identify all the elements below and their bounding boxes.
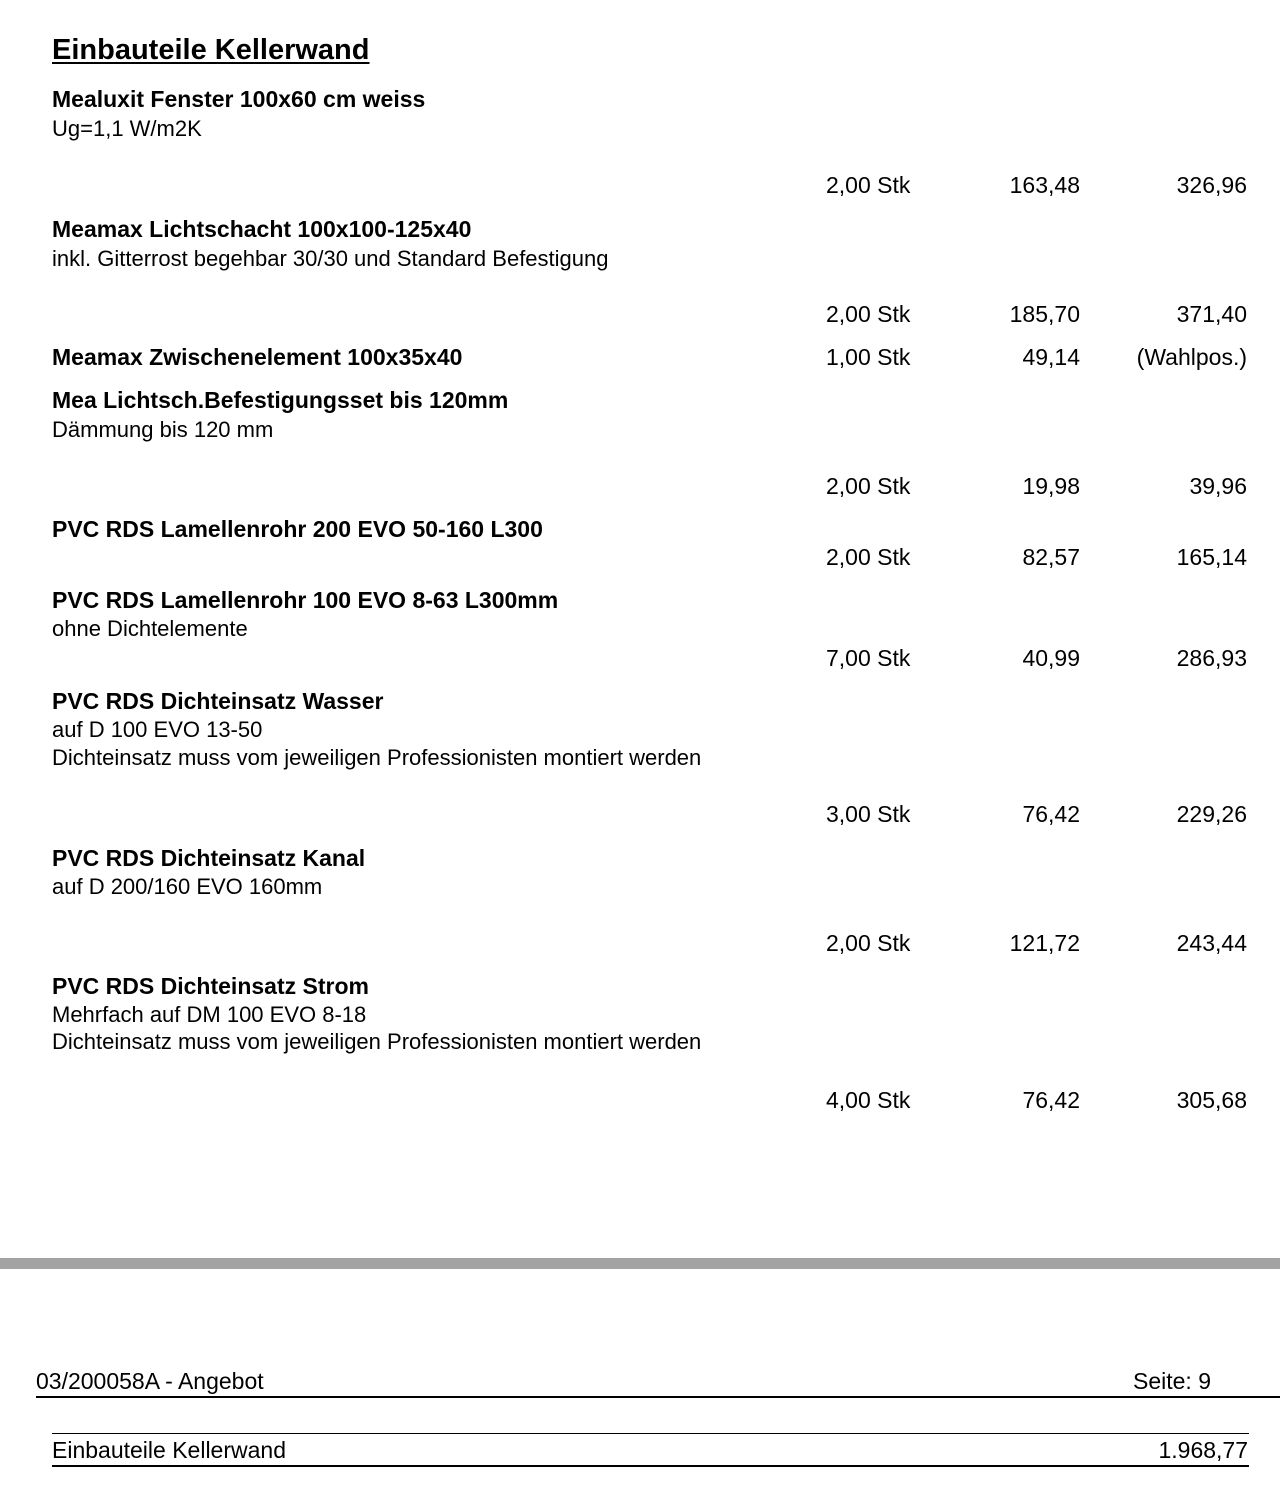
item-total: 326,96	[1176, 172, 1247, 198]
item-name: PVC RDS Dichteinsatz Strom	[52, 973, 369, 999]
item-quantity: 4,00 Stk	[826, 1087, 911, 1113]
item-quantity: 3,00 Stk	[826, 801, 911, 827]
item-total: 39,96	[1189, 473, 1247, 499]
item-name: PVC RDS Lamellenrohr 200 EVO 50-160 L300	[52, 516, 543, 542]
summary-total: 1.968,77	[1158, 1437, 1248, 1463]
item-name: Meamax Zwischenelement 100x35x40	[52, 344, 463, 370]
item-total: 286,93	[1176, 645, 1247, 671]
item-unit-price: 185,70	[1009, 301, 1080, 327]
document-reference: 03/200058A - Angebot	[36, 1368, 264, 1394]
item-unit-price: 40,99	[1022, 645, 1080, 671]
item-name: Mealuxit Fenster 100x60 cm weiss	[52, 86, 426, 112]
item-unit-price: 49,14	[1022, 344, 1080, 370]
item-name: PVC RDS Dichteinsatz Kanal	[52, 845, 366, 871]
item-unit-price: 76,42	[1022, 1087, 1080, 1113]
item-name: PVC RDS Lamellenrohr 100 EVO 8-63 L300mm	[52, 587, 559, 613]
item-quantity: 7,00 Stk	[826, 645, 911, 671]
summary-label: Einbauteile Kellerwand	[52, 1437, 286, 1463]
item-description: Dichteinsatz muss vom jeweiligen Professionisten montiert werden	[52, 745, 702, 770]
item-description: auf D 100 EVO 13-50	[52, 717, 263, 742]
footer-rule	[36, 1396, 1280, 1398]
summary-top-rule	[52, 1433, 1249, 1434]
item-name: Mea Lichtsch.Befestigungsset bis 120mm	[52, 387, 509, 413]
item-total: 229,26	[1176, 801, 1247, 827]
item-description: Dämmung bis 120 mm	[52, 417, 274, 442]
item-quantity: 2,00 Stk	[826, 301, 911, 327]
section-title: Einbauteile Kellerwand	[52, 34, 370, 66]
item-unit-price: 121,72	[1009, 930, 1080, 956]
item-quantity: 2,00 Stk	[826, 544, 911, 570]
item-total: 165,14	[1176, 544, 1247, 570]
item-description: auf D 200/160 EVO 160mm	[52, 874, 323, 899]
item-unit-price: 19,98	[1022, 473, 1080, 499]
page-break-divider	[0, 1258, 1280, 1269]
item-unit-price: 163,48	[1009, 172, 1080, 198]
item-total: 371,40	[1176, 301, 1247, 327]
item-total: 243,44	[1176, 930, 1247, 956]
item-name: Meamax Lichtschacht 100x100-125x40	[52, 216, 472, 242]
item-unit-price: 76,42	[1022, 801, 1080, 827]
item-quantity: 2,00 Stk	[826, 172, 911, 198]
item-quantity: 2,00 Stk	[826, 473, 911, 499]
item-description: inkl. Gitterrost begehbar 30/30 und Standard Befestigung	[52, 246, 609, 271]
item-quantity: 1,00 Stk	[826, 344, 911, 370]
summary-bottom-rule	[52, 1465, 1249, 1467]
page-number: Seite: 9	[1133, 1368, 1211, 1394]
item-quantity: 2,00 Stk	[826, 930, 911, 956]
item-total: 305,68	[1176, 1087, 1247, 1113]
item-unit-price: 82,57	[1022, 544, 1080, 570]
item-name: PVC RDS Dichteinsatz Wasser	[52, 688, 384, 714]
item-description: Dichteinsatz muss vom jeweiligen Professionisten montiert werden	[52, 1029, 702, 1054]
item-total: (Wahlpos.)	[1136, 344, 1247, 370]
item-description: Ug=1,1 W/m2K	[52, 116, 202, 141]
item-description: Mehrfach auf DM 100 EVO 8-18	[52, 1002, 367, 1027]
item-description: ohne Dichtelemente	[52, 616, 248, 641]
